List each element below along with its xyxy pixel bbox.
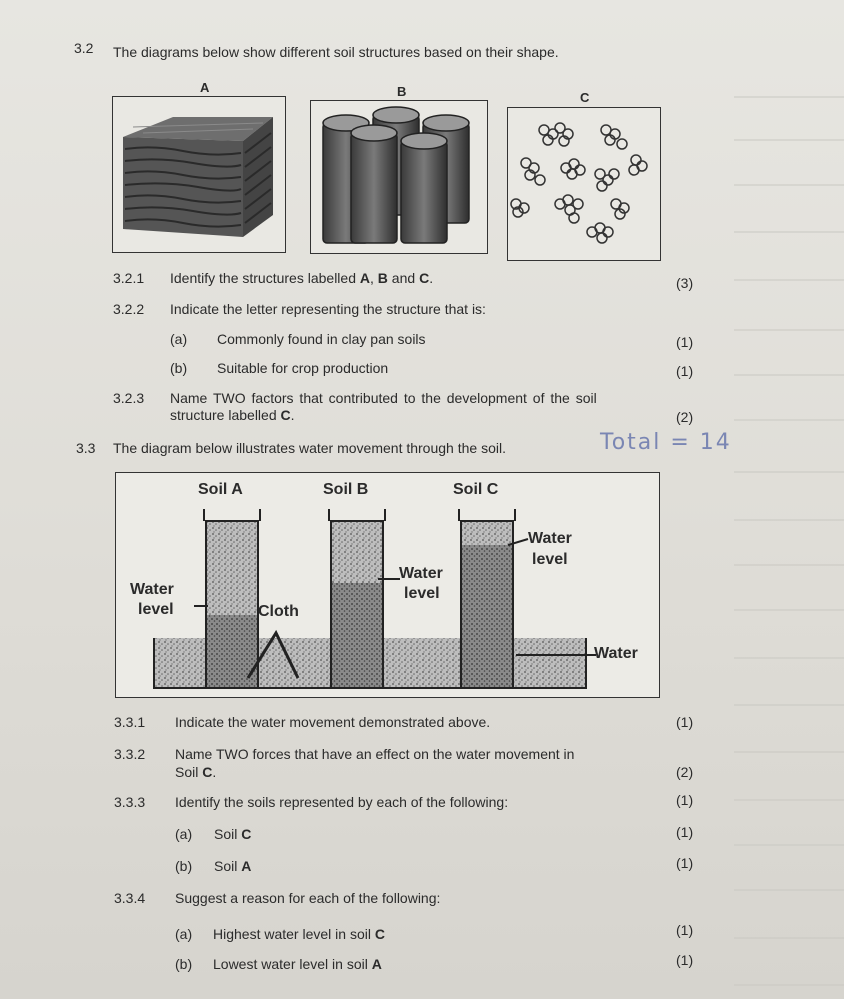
item-3-3-4a-text: Highest water level in soil C xyxy=(213,926,385,942)
diagram-c-granular-structure xyxy=(507,107,661,261)
item-3-2-2b-letter: (b) xyxy=(170,360,188,376)
columns-illustration xyxy=(311,101,487,253)
item-3-3-2-line2: Soil C. xyxy=(175,764,217,780)
question-3-3-text: The diagram below illustrates water movement through the soil. xyxy=(113,440,506,456)
granules-illustration xyxy=(508,108,660,260)
item-3-3-3-number: 3.3.3 xyxy=(114,794,146,810)
label-water-level-mid-2: level xyxy=(404,585,440,602)
item-3-3-3b-marks: (1) xyxy=(676,855,694,871)
question-number-3-2: 3.2 xyxy=(74,40,94,56)
item-3-3-2-number: 3.3.2 xyxy=(114,746,146,762)
item-3-3-4b-letter: (b) xyxy=(175,956,193,972)
item-3-3-1-text: Indicate the water movement demonstrated above. xyxy=(175,714,491,730)
item-3-2-3-marks: (2) xyxy=(676,409,694,425)
item-3-3-3b-text: Soil A xyxy=(214,858,252,874)
item-3-2-3-line2: structure labelled C. xyxy=(170,407,295,423)
item-3-3-2-marks: (2) xyxy=(676,764,694,780)
label-water-level-left-2: level xyxy=(138,601,174,618)
water-movement-diagram xyxy=(115,472,660,698)
question-3-2-text: The diagrams below show different soil structures based on their shape. xyxy=(113,44,559,60)
label-soil-b: Soil B xyxy=(323,481,369,498)
diagram-a-platy-structure xyxy=(112,96,286,253)
item-3-3-4b-marks: (1) xyxy=(676,952,694,968)
item-3-3-4-text: Suggest a reason for each of the following: xyxy=(175,890,441,906)
item-3-2-2a-text: Commonly found in clay pan soils xyxy=(217,331,426,347)
item-3-3-3a-letter: (a) xyxy=(175,826,193,842)
item-3-3-4-number: 3.3.4 xyxy=(114,890,146,906)
item-3-2-2-number: 3.2.2 xyxy=(113,301,145,317)
item-3-2-2b-marks: (1) xyxy=(676,363,694,379)
item-3-3-1-number: 3.3.1 xyxy=(114,714,146,730)
item-3-3-4a-marks: (1) xyxy=(676,922,694,938)
item-3-3-3a-marks: (1) xyxy=(676,824,694,840)
capillary-tubes-illustration xyxy=(116,473,659,697)
label-structure-c: C xyxy=(580,90,590,105)
item-3-2-2-text: Indicate the letter representing the structure that is: xyxy=(170,301,486,317)
label-cloth: Cloth xyxy=(258,603,299,620)
item-3-3-4a-letter: (a) xyxy=(175,926,193,942)
label-structure-b: B xyxy=(397,84,407,99)
item-3-2-1-text: Identify the structures labelled A, B and C. xyxy=(170,270,434,286)
item-3-3-3a-text: Soil C xyxy=(214,826,252,842)
item-3-3-3b-letter: (b) xyxy=(175,858,193,874)
handwritten-total: Total = 14 xyxy=(600,430,732,455)
label-water-level-right-1: Water xyxy=(528,530,572,547)
item-3-3-1-marks: (1) xyxy=(676,714,694,730)
item-3-2-1-number: 3.2.1 xyxy=(113,270,145,286)
label-structure-a: A xyxy=(200,80,210,95)
platy-block-illustration xyxy=(113,97,285,252)
label-soil-a: Soil A xyxy=(198,481,243,498)
item-3-2-2a-letter: (a) xyxy=(170,331,188,347)
item-3-2-3-line1: Name TWO factors that contributed to the development of the soil xyxy=(170,390,597,406)
item-3-3-3-text: Identify the soils represented by each of the following: xyxy=(175,794,509,810)
item-3-2-1-marks: (3) xyxy=(676,275,694,291)
label-water-level-left-1: Water xyxy=(130,581,174,598)
item-3-2-2b-text: Suitable for crop production xyxy=(217,360,389,376)
diagram-b-columnar-structure xyxy=(310,100,488,254)
label-water-level-mid-1: Water xyxy=(399,565,443,582)
label-water: Water xyxy=(594,645,638,662)
label-soil-c: Soil C xyxy=(453,481,499,498)
item-3-2-3-number: 3.2.3 xyxy=(113,390,145,406)
item-3-3-2-line1: Name TWO forces that have an effect on the water movement in xyxy=(175,746,575,762)
item-3-3-4b-text: Lowest water level in soil A xyxy=(213,956,382,972)
question-number-3-3: 3.3 xyxy=(76,440,96,456)
label-water-level-right-2: level xyxy=(532,551,568,568)
background-ruled-lines xyxy=(734,0,844,999)
item-3-2-2a-marks: (1) xyxy=(676,334,694,350)
item-3-3-3-marks: (1) xyxy=(676,792,694,808)
